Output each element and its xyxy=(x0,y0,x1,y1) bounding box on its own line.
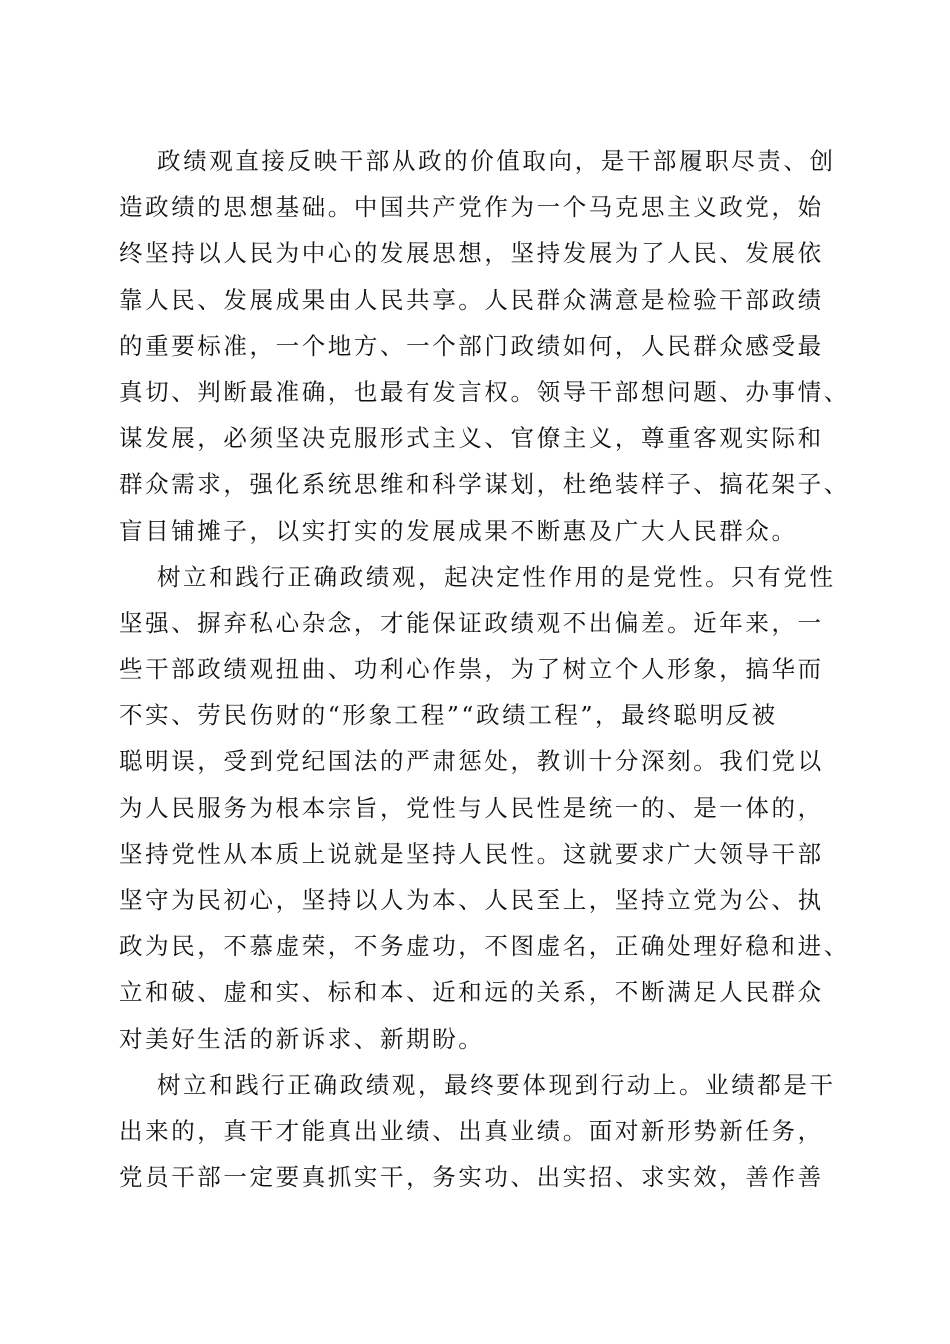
text-line: 出来的，真干才能真出业绩、出真业绩。面对新形势新任务， xyxy=(119,1116,824,1145)
text-line: 坚守为民初心，坚持以人为本、人民至上，坚持立党为公、执 xyxy=(119,886,824,914)
text-line: 为人民服务为根本宗旨，党性与人民性是统一的、是一体的， xyxy=(119,793,824,822)
paragraph-3 xyxy=(119,1062,841,1201)
text-line: 立和破、虚和实、标和本、近和远的关系，不断满足人民群众 xyxy=(119,978,824,1007)
paragraph-2 xyxy=(119,554,850,1062)
text-line: 谋发展，必须坚决克服形式主义、官僚主义，尊重客观实际和 xyxy=(119,424,824,453)
text-line: 政绩观直接反映干部从政的价值取向，是干部履职尽责、创 xyxy=(157,147,836,175)
text-line: 造政绩的思想基础。中国共产党作为一个马克思主义政党，始 xyxy=(119,193,824,222)
text-line: 聪明误，受到党纪国法的严肃惩处，教训十分深刻。我们党以 xyxy=(119,747,824,776)
text-line: 盲目铺摊子，以实打实的发展成果不断惠及广大人民群众。 xyxy=(119,516,798,545)
document-body xyxy=(119,138,850,1200)
text-line: 政为民，不慕虚荣，不务虚功，不图虚名，正确处理好稳和进、 xyxy=(119,932,850,961)
text-line: 靠人民、发展成果由人民共享。人民群众满意是检验干部政绩 xyxy=(119,285,824,314)
paragraph-1 xyxy=(119,138,850,554)
text-line: 真切、判断最准确，也最有发言权。领导干部想问题、办事情、 xyxy=(119,377,850,406)
text-line: 树立和践行正确政绩观，起决定性作用的是党性。只有党性 xyxy=(157,562,836,591)
text-line: 不实、劳民伤财的“形象工程”“政绩工程”，最终聪明反被 xyxy=(119,701,778,730)
text-line: 群众需求，强化系统思维和科学谋划，杜绝装样子、搞花架子、 xyxy=(119,470,850,499)
text-line: 的重要标准，一个地方、一个部门政绩如何，人民群众感受最 xyxy=(119,331,824,360)
text-line: 些干部政绩观扭曲、功利心作祟，为了树立个人形象，搞华而 xyxy=(119,655,824,684)
text-line: 终坚持以人民为中心的发展思想，坚持发展为了人民、发展依 xyxy=(119,239,824,268)
text-line: 树立和践行正确政绩观，最终要体现到行动上。业绩都是干 xyxy=(157,1070,836,1099)
text-line: 对美好生活的新诉求、新期盼。 xyxy=(119,1024,485,1053)
text-line: 坚持党性从本质上说就是坚持人民性。这就要求广大领导干部 xyxy=(119,839,824,868)
text-line: 党员干部一定要真抓实干，务实功、出实招、求实效，善作善 xyxy=(119,1163,824,1192)
text-line: 坚强、摒弃私心杂念，才能保证政绩观不出偏差。近年来，一 xyxy=(119,608,824,637)
